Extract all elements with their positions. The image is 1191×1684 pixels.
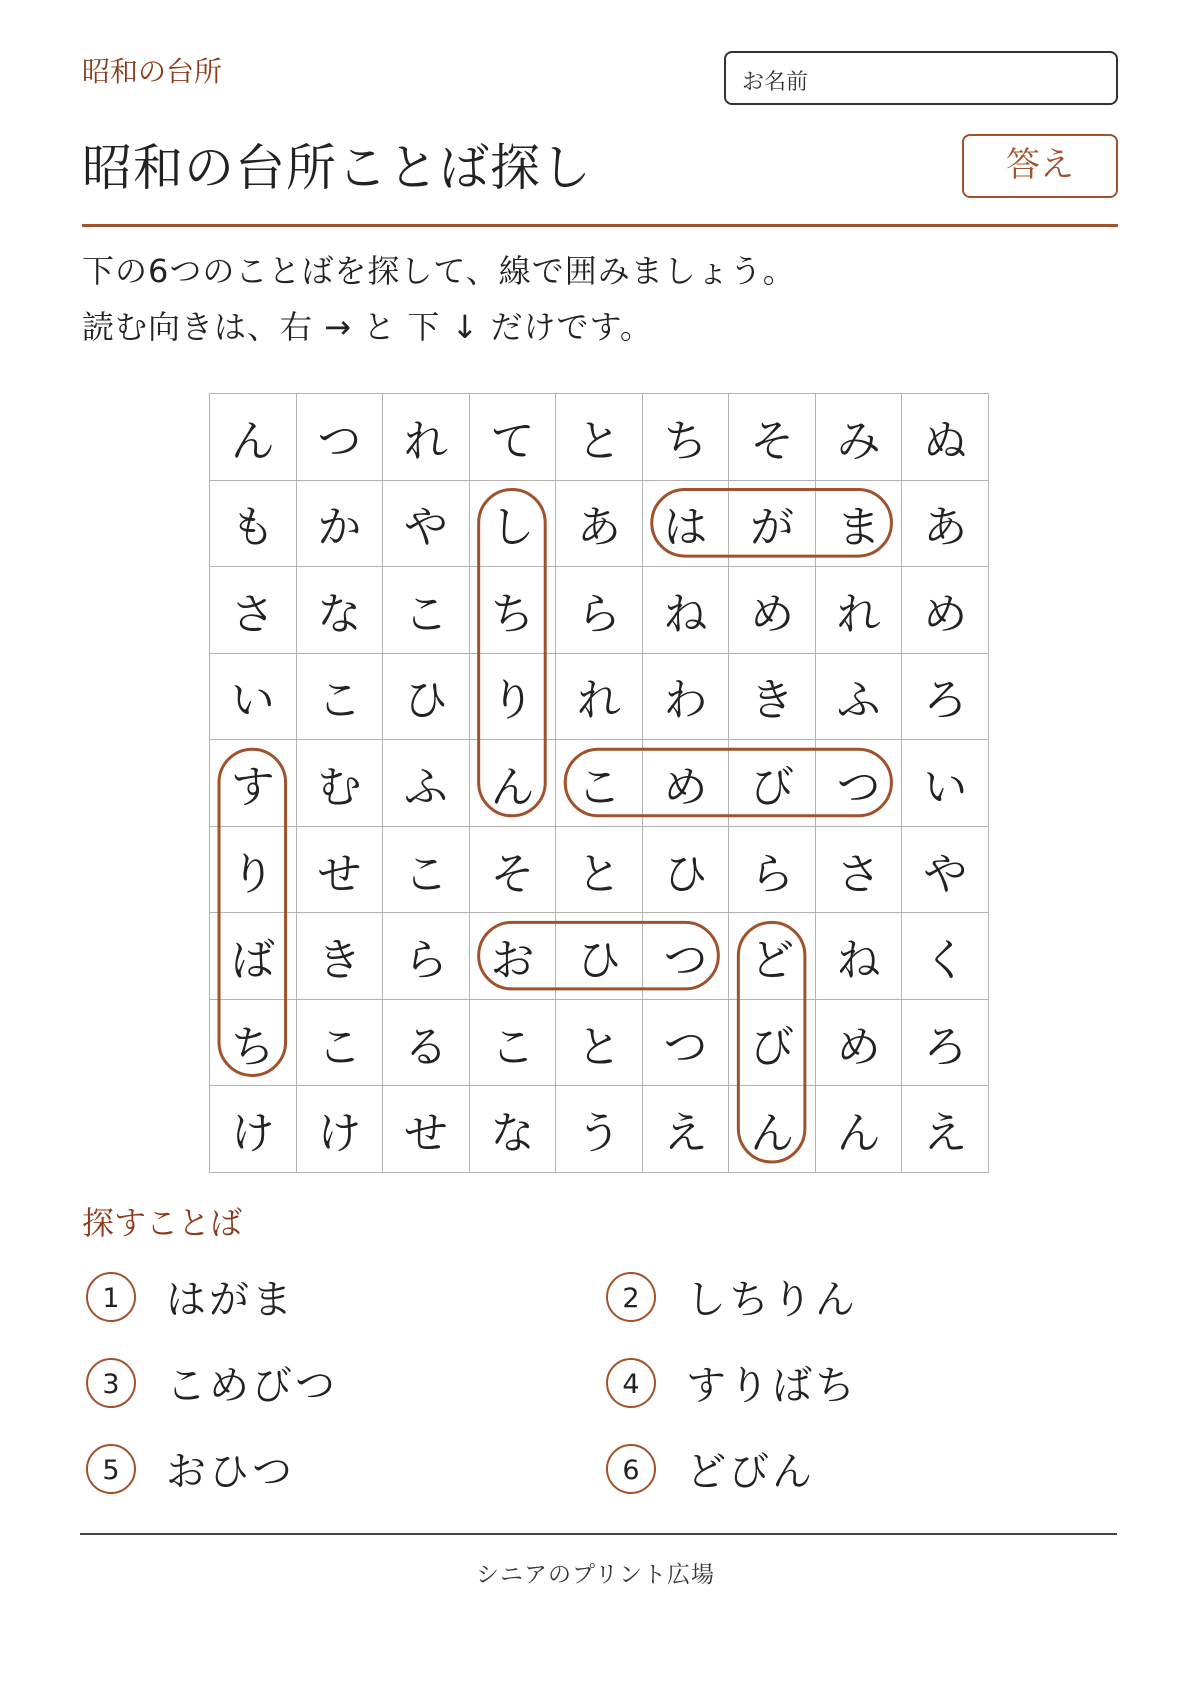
grid-cell[interactable]: つ (643, 913, 730, 1000)
grid-cell[interactable]: つ (297, 394, 384, 481)
grid-cell[interactable]: や (383, 481, 470, 568)
grid-cell[interactable]: ど (729, 913, 816, 1000)
grid-cell[interactable]: ん (210, 394, 297, 481)
number-badge: 2 (606, 1272, 656, 1322)
grid-cell[interactable]: こ (556, 740, 643, 827)
grid-cell[interactable]: る (383, 1000, 470, 1087)
grid-cell[interactable]: ふ (383, 740, 470, 827)
grid-cell[interactable]: て (470, 394, 557, 481)
word-list-heading: 探すことば (82, 1204, 243, 1242)
grid-cell[interactable]: え (902, 1086, 989, 1173)
grid-cell[interactable]: せ (383, 1086, 470, 1173)
header-divider (82, 224, 1118, 227)
word-text: すりばち (686, 1363, 858, 1409)
grid-cell[interactable]: さ (816, 827, 903, 914)
grid-cell[interactable]: め (729, 567, 816, 654)
answer-button[interactable]: 答え (962, 134, 1118, 198)
grid-cell[interactable]: り (210, 827, 297, 914)
word-item-6 (606, 1440, 815, 1497)
grid-cell[interactable]: な (470, 1086, 557, 1173)
grid-cell[interactable]: せ (297, 827, 384, 914)
grid-cell[interactable]: あ (556, 481, 643, 568)
grid-cell[interactable]: ひ (383, 654, 470, 741)
number-badge: 1 (86, 1272, 136, 1322)
grid-cell[interactable]: わ (643, 654, 730, 741)
grid-cell[interactable]: ち (210, 1000, 297, 1087)
grid-cell[interactable]: ふ (816, 654, 903, 741)
grid-cell[interactable]: ん (729, 1086, 816, 1173)
number-badge: 6 (606, 1444, 656, 1494)
grid-cell[interactable]: う (556, 1086, 643, 1173)
grid-cell[interactable]: け (297, 1086, 384, 1173)
grid-cell[interactable]: め (902, 567, 989, 654)
grid-cell[interactable]: い (210, 654, 297, 741)
grid-cell[interactable]: め (643, 740, 730, 827)
grid-cell[interactable]: つ (816, 740, 903, 827)
grid-cell[interactable]: び (729, 740, 816, 827)
word-item-2 (606, 1268, 858, 1325)
grid-cell[interactable]: そ (729, 394, 816, 481)
instruction-line-2: 読む向きは、右 → と 下 ↓ だけです。 (82, 308, 653, 346)
grid-cell[interactable]: び (729, 1000, 816, 1087)
grid-cell[interactable]: こ (297, 654, 384, 741)
grid-cell[interactable]: ひ (643, 827, 730, 914)
grid-cell[interactable]: れ (556, 654, 643, 741)
grid-cell[interactable]: も (210, 481, 297, 568)
grid-cell[interactable]: れ (383, 394, 470, 481)
grid-cell[interactable]: が (729, 481, 816, 568)
grid-cell[interactable]: み (816, 394, 903, 481)
grid-cell[interactable]: か (297, 481, 384, 568)
word-text: はがま (166, 1277, 295, 1323)
grid-cell[interactable]: は (643, 481, 730, 568)
grid-cell[interactable]: ろ (902, 654, 989, 741)
grid-cell[interactable]: ん (470, 740, 557, 827)
grid-cell[interactable]: こ (383, 567, 470, 654)
name-field[interactable] (724, 51, 1118, 105)
grid-cell[interactable]: い (902, 740, 989, 827)
grid-cell[interactable]: り (470, 654, 557, 741)
grid-cell[interactable]: き (729, 654, 816, 741)
grid-cell[interactable]: ま (816, 481, 903, 568)
grid-cell[interactable]: ん (816, 1086, 903, 1173)
word-search-grid (209, 393, 989, 1173)
grid-cell[interactable]: あ (902, 481, 989, 568)
grid-cell[interactable]: れ (816, 567, 903, 654)
word-item-3 (86, 1354, 338, 1411)
word-item-5 (86, 1440, 295, 1497)
grid-cell[interactable]: く (902, 913, 989, 1000)
page-title: 昭和の台所ことば探し (82, 139, 592, 197)
grid-cell[interactable]: ぬ (902, 394, 989, 481)
grid-cell[interactable]: ら (383, 913, 470, 1000)
grid-cell[interactable]: ね (816, 913, 903, 1000)
grid-cell[interactable]: な (297, 567, 384, 654)
grid-cell[interactable]: ひ (556, 913, 643, 1000)
grid-cell[interactable]: き (297, 913, 384, 1000)
name-field-label: お名前 (742, 70, 809, 95)
grid-cell[interactable]: と (556, 394, 643, 481)
grid-cell[interactable]: こ (383, 827, 470, 914)
grid-cell[interactable]: ら (729, 827, 816, 914)
instruction-line-1: 下の6つのことばを探して、線で囲みましょう。 (82, 252, 796, 290)
series-label: 昭和の台所 (82, 55, 223, 88)
grid-cell[interactable]: さ (210, 567, 297, 654)
grid-cell[interactable]: け (210, 1086, 297, 1173)
word-text: おひつ (166, 1449, 295, 1495)
word-text: こめびつ (166, 1363, 338, 1409)
grid-cell[interactable]: と (556, 827, 643, 914)
grid-cell[interactable]: や (902, 827, 989, 914)
grid-cell[interactable]: む (297, 740, 384, 827)
word-item-1 (86, 1268, 295, 1325)
grid-cell[interactable]: す (210, 740, 297, 827)
grid-cell[interactable]: つ (643, 1000, 730, 1087)
grid-cell[interactable]: ろ (902, 1000, 989, 1087)
grid-cell[interactable]: と (556, 1000, 643, 1087)
grid-cell[interactable]: め (816, 1000, 903, 1087)
number-badge: 5 (86, 1444, 136, 1494)
grid-cell[interactable]: こ (470, 1000, 557, 1087)
footer-divider (80, 1533, 1117, 1535)
grid-cell[interactable]: え (643, 1086, 730, 1173)
word-text: しちりん (686, 1277, 858, 1323)
grid-cell[interactable]: お (470, 913, 557, 1000)
grid-cell[interactable]: そ (470, 827, 557, 914)
grid-cell[interactable]: ら (556, 567, 643, 654)
grid-cell[interactable]: ち (643, 394, 730, 481)
word-item-4 (606, 1354, 858, 1411)
grid-cell[interactable]: こ (297, 1000, 384, 1087)
grid-cell[interactable]: ね (643, 567, 730, 654)
footer-credit: シニアのプリント広場 (475, 1562, 716, 1588)
number-badge: 4 (606, 1358, 656, 1408)
grid-cell[interactable]: ば (210, 913, 297, 1000)
number-badge: 3 (86, 1358, 136, 1408)
grid-cell[interactable]: ち (470, 567, 557, 654)
word-text: どびん (686, 1449, 815, 1495)
grid-cell[interactable]: し (470, 481, 557, 568)
